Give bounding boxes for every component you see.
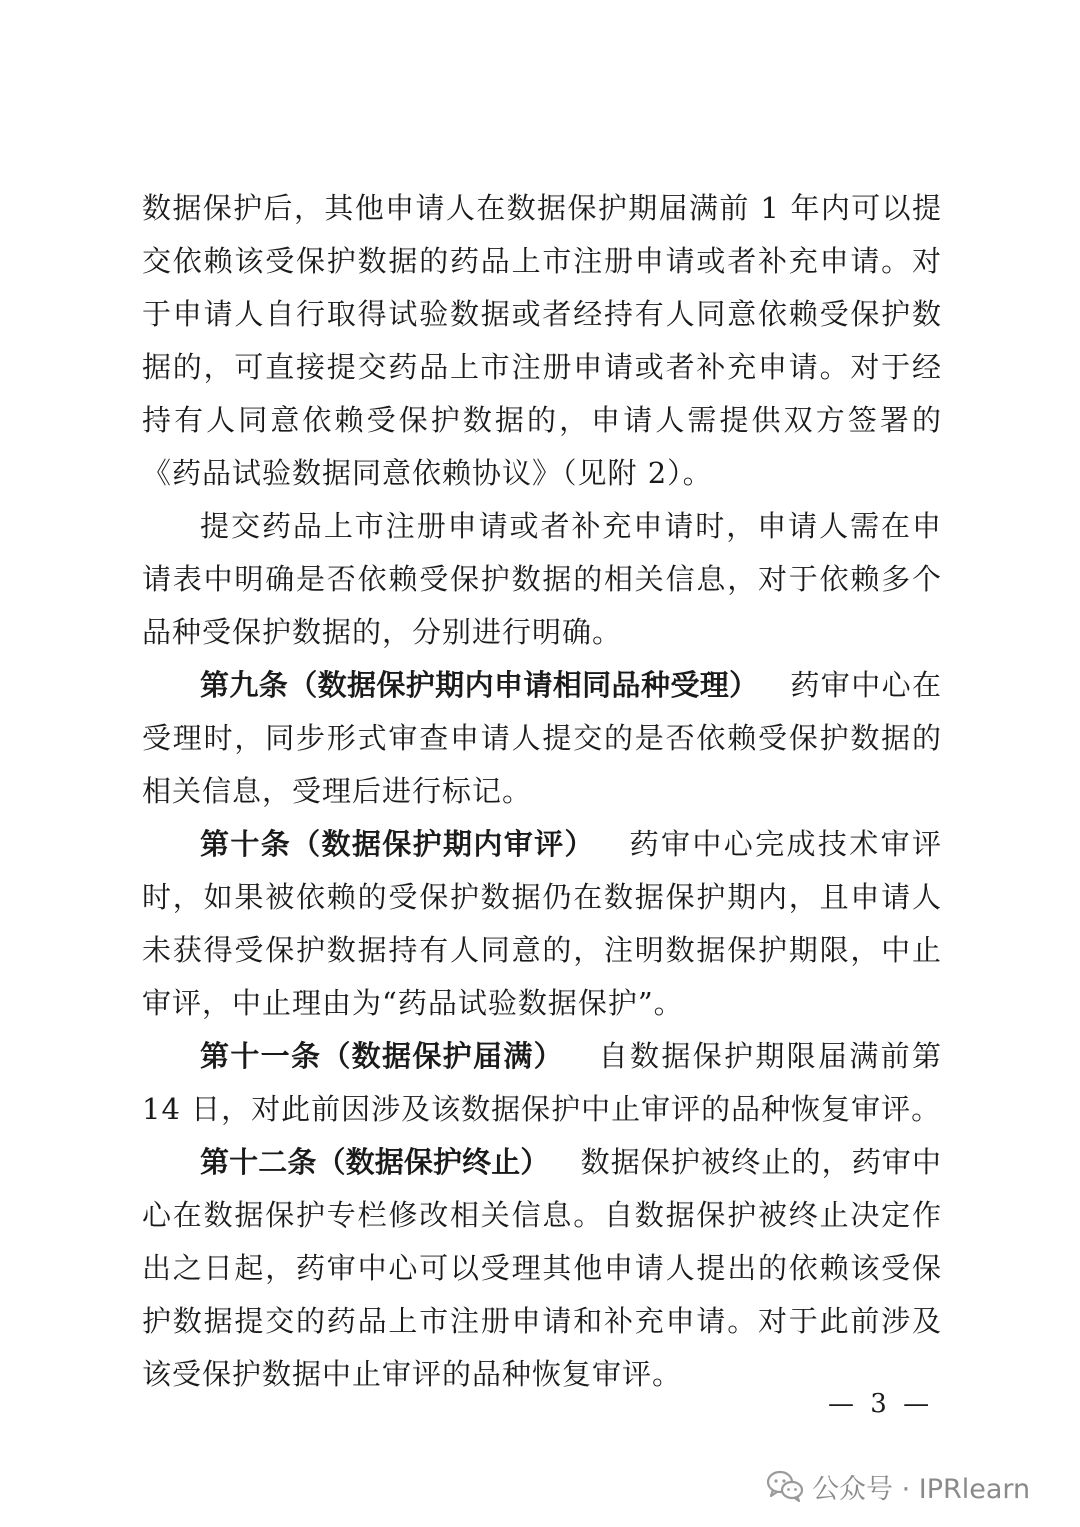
article-text: 自数据保护期限届满前第 14 日，对此前因涉及该数据保护中止审评的品种恢复审评。 <box>142 1039 942 1126</box>
article-10 <box>142 818 942 1030</box>
article-heading: 第十一条（数据保护届满） <box>200 1039 564 1073</box>
article-heading: 第十二条（数据保护终止） <box>200 1145 550 1179</box>
page-number: — 3 — <box>828 1389 934 1419</box>
paragraph-text: 提交药品上市注册申请或者补充申请时，申请人需在申请表中明确是否依赖受保护数据的相关信息，对于依赖多个品种受保护数据的，分别进行明确。 <box>142 509 942 649</box>
watermark <box>766 1468 1030 1504</box>
article-text: 数据保护被终止的，药审中心在数据保护专栏修改相关信息。自数据保护被终止决定作出之日起，药审中心可以受理其他申请人提出的依赖该受保护数据提交的药品上市注册申请和补充申请。对于此前涉及该受保护数据中止审评的品种恢复审评。 <box>142 1145 942 1391</box>
wechat-icon <box>766 1470 804 1502</box>
article-11 <box>142 1030 942 1136</box>
article-text: 药审中心在受理时，同步形式审查申请人提交的是否依赖受保护数据的相关信息，受理后进行标记。 <box>142 668 942 808</box>
article-9 <box>142 659 942 818</box>
article-text: 药审中心完成技术审评时，如果被依赖的受保护数据仍在数据保护期内，且申请人未获得受保护数据持有人同意的，注明数据保护期限，中止审评，中止理由为“药品试验数据保护”。 <box>142 827 942 1020</box>
article-heading: 第十条（数据保护期内审评） <box>200 827 595 861</box>
article-heading: 第九条（数据保护期内申请相同品种受理） <box>200 668 759 702</box>
document-body <box>142 182 942 1401</box>
paragraph-continuation <box>142 182 942 500</box>
article-12 <box>142 1136 942 1401</box>
paragraph <box>142 500 942 659</box>
watermark-text: 公众号 · IPRlearn <box>812 1473 1031 1505</box>
paragraph-text: 数据保护后，其他申请人在数据保护期届满前 1 年内可以提交依赖该受保护数据的药品上市注册申请或者补充申请。对于申请人自行取得试验数据或者经持有人同意依赖受保护数据的，可直接提交药品上市注册申请或者补充申请。对于经持有人同意依赖受保护数据的，申请人需提供双方签署的《药品试验数据同意依赖协议》（见附 2）。 <box>142 191 942 490</box>
